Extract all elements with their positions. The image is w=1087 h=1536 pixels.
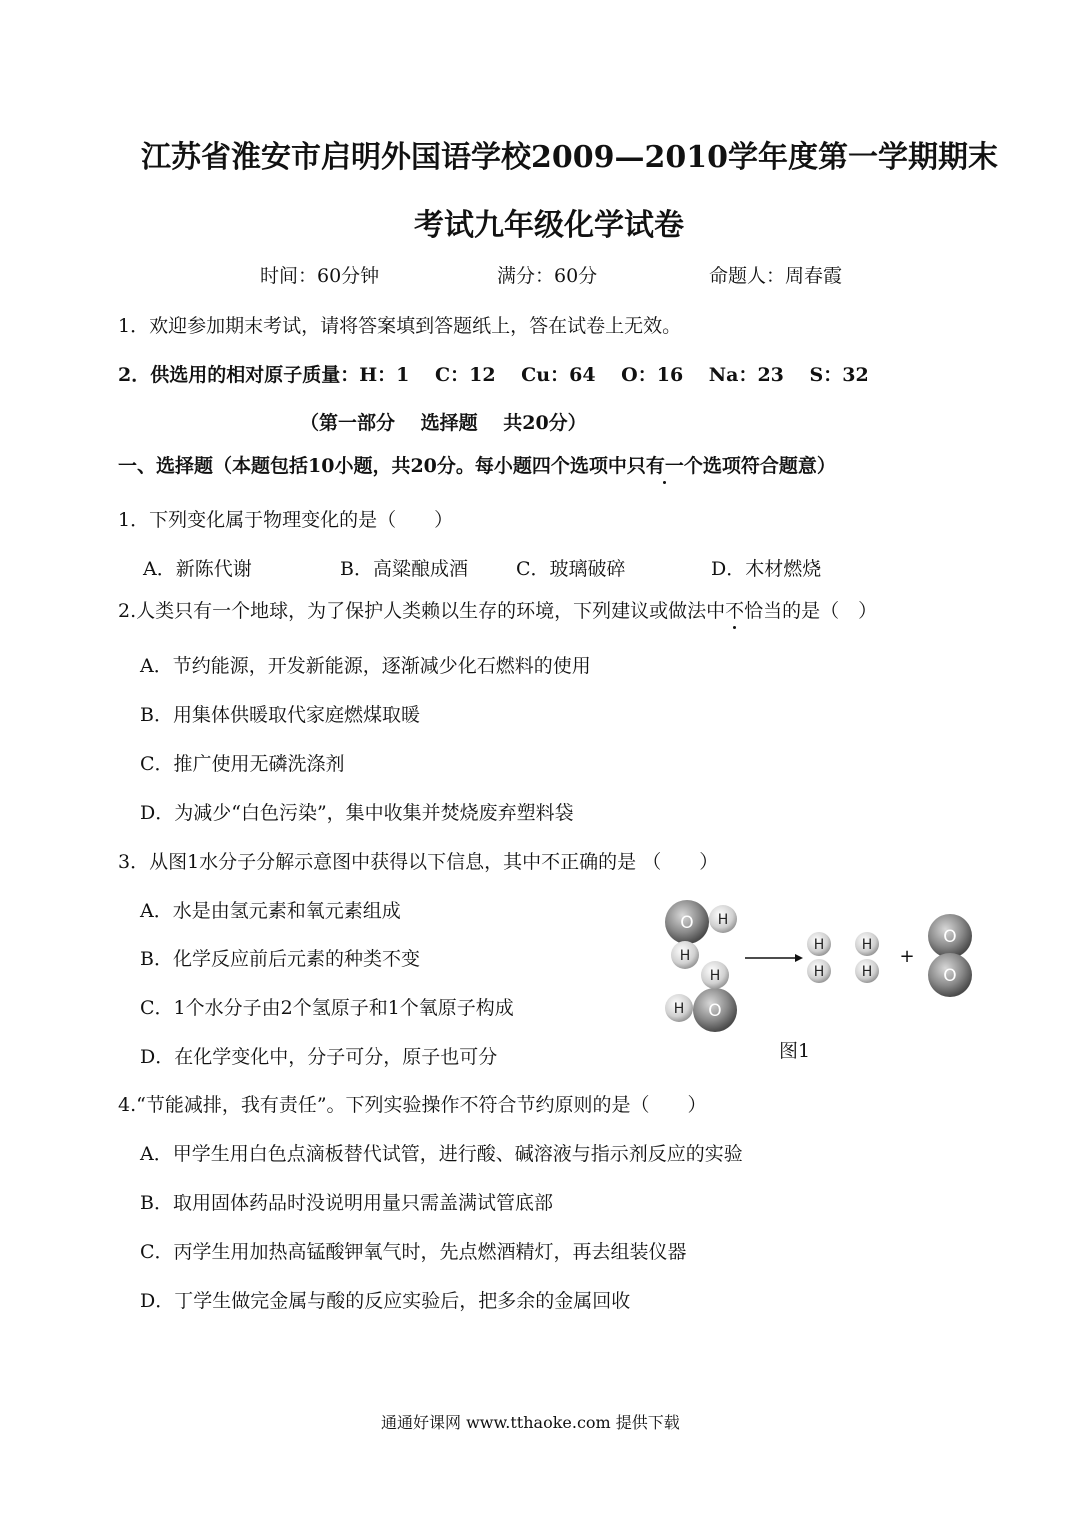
atom-label-h: H [673, 1001, 685, 1017]
atom-label-h: H [813, 937, 825, 953]
note-2: 2．供选用的相对原子质量：H：1 C：12 Cu：64 O：16 Na：23 S：32 [118, 364, 869, 386]
q4-stem: 4.“节能减排，我有责任”。下列实验操作不符合节约原则的是（ ） [118, 1094, 707, 1116]
water-molecule-2 [665, 961, 737, 1032]
atom-label-h: H [717, 912, 729, 928]
q1-option-a: A．新陈代谢 [143, 558, 252, 580]
q2-stem-pre: 2.人类只有一个地球，为了保护人类赖以生存的环境，下列建议或做法中 [118, 600, 726, 622]
hydrogen-molecule-1 [807, 932, 831, 983]
title-line-1: 江苏省淮安市启明外国语学校2009—2010学年度第一学期期末 [141, 140, 998, 175]
atom-label-o: O [708, 1001, 722, 1021]
section-heading-prefix: 一、选择题（本题包括10小题，共20分。每小题四个选项中 [118, 455, 627, 477]
figure-water-decomposition [655, 898, 985, 1073]
figure-caption: 图1 [779, 1040, 811, 1062]
q3-option-d: D．在化学变化中，分子可分，原子也可分 [140, 1046, 498, 1068]
part-heading: （第一部分 选择题 共20分） [300, 412, 587, 434]
water-molecule-diagram [655, 898, 985, 1073]
q4-option-c: C．丙学生用加热高锰酸钾氧气时，先点燃酒精灯，再去组装仪器 [140, 1241, 687, 1263]
q4-option-d: D．丁学生做完金属与酸的反应实验后，把多余的金属回收 [140, 1290, 631, 1312]
q1-option-c: C．玻璃破碎 [516, 558, 626, 580]
plus-sign: + [899, 946, 915, 967]
atom-label-h: H [861, 964, 873, 980]
q4-option-b: B．取用固体药品时没说明用量只需盖满试管底部 [140, 1192, 553, 1214]
q4-option-a: A．甲学生用白色点滴板替代试管，进行酸、碱溶液与指示剂反应的实验 [140, 1143, 743, 1165]
q2-option-c: C．推广使用无磷洗涤剂 [140, 753, 345, 775]
section-heading-suffix: 选项符合题意） [702, 455, 836, 477]
exam-score: 满分：60分 [497, 265, 598, 287]
section-heading-emphasis: 只有一个 [626, 455, 703, 477]
atom-label-h: H [709, 968, 721, 984]
q3-stem: 3．从图1水分子分解示意图中获得以下信息，其中不正确的是 （ ） [118, 851, 719, 873]
q2-option-b: B．用集体供暖取代家庭燃煤取暖 [140, 704, 420, 726]
atom-label-h: H [861, 937, 873, 953]
q2-option-a: A．节约能源，开发新能源，逐渐减少化石燃料的使用 [140, 655, 591, 677]
q3-option-c: C．1个水分子由2个氢原子和1个氧原子构成 [140, 997, 514, 1019]
q2-stem-emphasis: 不 [725, 600, 745, 622]
q1-stem: 1．下列变化属于物理变化的是（ ） [118, 509, 454, 531]
atom-label-h: H [813, 964, 825, 980]
water-molecule-1 [665, 900, 737, 969]
atom-label-h: H [679, 948, 691, 964]
page-footer: 通通好课网 www.tthaoke.com 提供下载 [381, 1413, 680, 1432]
q2-option-d: D．为减少“白色污染”，集中收集并焚烧废弃塑料袋 [140, 802, 574, 824]
q2-stem-post: 恰当的是（ ） [744, 600, 878, 622]
exam-time: 时间：60分钟 [260, 265, 380, 287]
hydrogen-molecule-2 [855, 932, 879, 983]
section-heading [118, 451, 836, 478]
q2-stem [118, 596, 877, 623]
title-line-2: 考试九年级化学试卷 [414, 208, 684, 243]
exam-author: 命题人：周春霞 [709, 265, 843, 287]
q1-option-b: B．高粱酿成酒 [340, 558, 468, 580]
oxygen-molecule [928, 914, 972, 997]
q3-option-b: B．化学反应前后元素的种类不变 [140, 948, 420, 970]
atom-label-o: O [943, 966, 957, 986]
q3-option-a: A．水是由氢元素和氧元素组成 [140, 900, 401, 922]
atom-label-o: O [943, 927, 957, 947]
note-1: 1．欢迎参加期末考试，请将答案填到答题纸上，答在试卷上无效。 [118, 315, 682, 337]
q1-option-d: D．木材燃烧 [711, 558, 822, 580]
reaction-arrow-head [795, 954, 803, 962]
atom-label-o: O [680, 913, 694, 933]
